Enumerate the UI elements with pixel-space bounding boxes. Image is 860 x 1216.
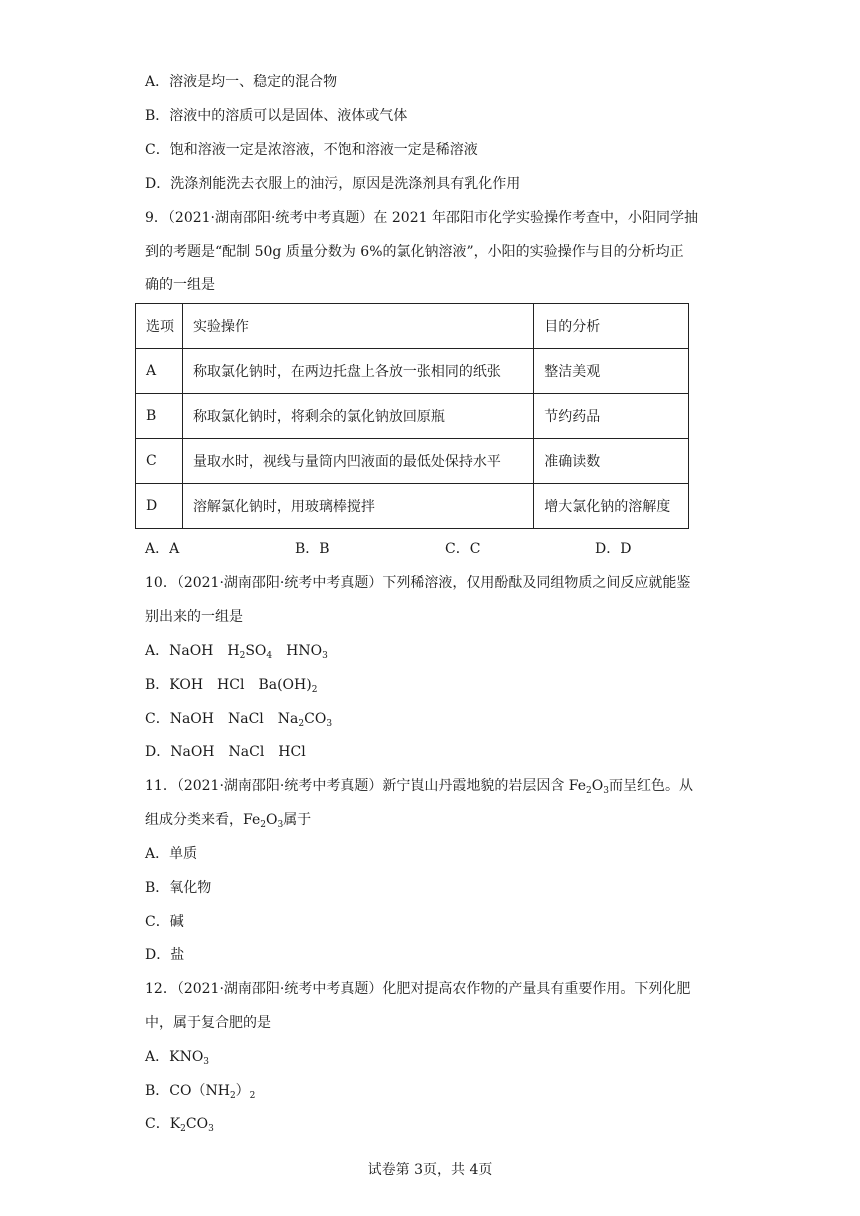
table-cell: A — [136, 349, 183, 394]
table-cell: B — [136, 394, 183, 439]
q11-option-b: B．氧化物 — [145, 880, 212, 896]
table-cell: 溶解氯化钠时，用玻璃棒搅拌 — [182, 484, 533, 529]
table-cell: 准确读数 — [534, 439, 689, 484]
q8-option-a: A．溶液是均一、稳定的混合物 — [145, 74, 338, 90]
table-row — [136, 439, 689, 484]
q10-stem-line2: 别出来的一组是 — [145, 609, 243, 625]
q11-stem-line2: 组成分类来看，$Fe_2O_3$属于 — [145, 812, 312, 830]
q10-stem-line1: 10．（2021·湖南邵阳·统考中考真题）下列稀溶液，仅用酚酞及同组物质之间反应就能鉴 — [145, 575, 691, 591]
q12-option-a: A．$KNO_3$ — [145, 1049, 210, 1067]
q12-stem-line2: 中，属于复合肥的是 — [145, 1015, 271, 1031]
q11-option-d: D．盐 — [145, 947, 185, 963]
table-cell: 节约药品 — [534, 394, 689, 439]
table-row — [136, 394, 689, 439]
q8-option-b: B．溶液中的溶质可以是固体、液体或气体 — [145, 108, 408, 124]
q12-option-b: B．$CO(NH_2)_2$ — [145, 1083, 256, 1101]
q9-option-c: C．C — [445, 541, 481, 557]
q12-stem-line1: 12．（2021·湖南邵阳·统考中考真题）化肥对提高农作物的产量具有重要作用。下列化肥 — [145, 981, 691, 997]
q8-option-c: C．饱和溶液一定是浓溶液，不饱和溶液一定是稀溶液 — [145, 142, 478, 158]
q9-stem-line2: 到的考题是“配制 50g 质量分数为 6%的氯化钠溶液”，小阳的实验操作与目的分析均正 — [145, 244, 684, 260]
q10-option-d: D．NaOH NaCl HCl — [145, 744, 306, 760]
q9-option-d: D．D — [595, 541, 632, 557]
q11-option-c: C．碱 — [145, 914, 184, 930]
q12-option-c: C．$K_2CO_3$ — [145, 1116, 214, 1134]
q10-option-b: B．KOH HCl $Ba(OH)_2$ — [145, 677, 318, 695]
q9-table — [135, 303, 689, 529]
table-cell: 称取氯化钠时，将剩余的氯化钠放回原瓶 — [182, 394, 533, 439]
q10-option-a: A．NaOH $H_2SO_4$ $HNO_3$ — [145, 643, 328, 661]
q9-option-b: B．B — [295, 541, 330, 557]
table-cell: 增大氯化钠的溶解度 — [534, 484, 689, 529]
table-header-cell: 选项 — [136, 304, 183, 349]
q10-option-c: C．NaOH NaCl $Na_2CO_3$ — [145, 711, 333, 729]
q9-stem-line3: 确的一组是 — [145, 277, 215, 293]
q9-stem-line1: 9．（2021·湖南邵阳·统考中考真题）在 2021 年邵阳市化学实验操作考查中，小阳同学抽 — [145, 210, 698, 226]
table-cell: 量取水时，视线与量筒内凹液面的最低处保持水平 — [182, 439, 533, 484]
table-cell: C — [136, 439, 183, 484]
table-header-row — [136, 304, 689, 349]
table-cell: 整洁美观 — [534, 349, 689, 394]
q8-option-d: D．洗涤剂能洗去衣服上的油污，原因是洗涤剂具有乳化作用 — [145, 176, 521, 192]
table-row — [136, 349, 689, 394]
q9-option-a: A．A — [145, 541, 180, 557]
page-footer: 试卷第 3页，共 4页 — [367, 1162, 493, 1178]
table-cell: 称取氯化钠时，在两边托盘上各放一张相同的纸张 — [182, 349, 533, 394]
table-header-cell: 目的分析 — [534, 304, 689, 349]
table-cell: D — [136, 484, 183, 529]
q11-stem-line1: 11．（2021·湖南邵阳·统考中考真题）新宁崀山丹霞地貌的岩层因含 $Fe_2O_3$而呈红色。从 — [145, 778, 693, 796]
table-header-cell: 实验操作 — [182, 304, 533, 349]
q11-option-a: A．单质 — [145, 846, 198, 862]
table-row — [136, 484, 689, 529]
